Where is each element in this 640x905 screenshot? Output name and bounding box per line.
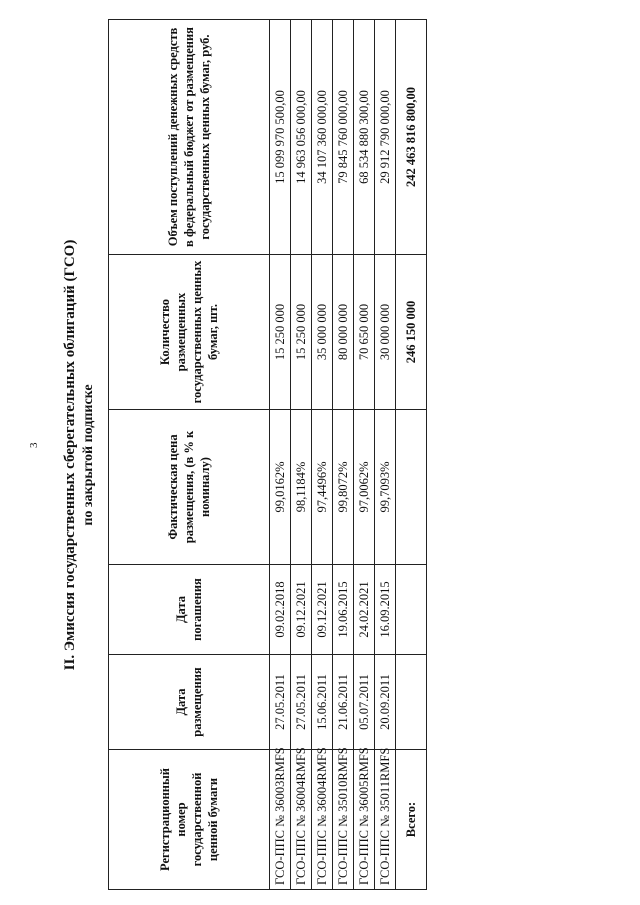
- header-placement-date: Дата размещения: [109, 655, 270, 750]
- cell-quantity: 30 000 000: [375, 255, 396, 410]
- header-budget-receipts: Объем поступлений денежных средств в федеральный бюджет от размещения государственных ценных бумаг, руб.: [109, 20, 270, 255]
- cell-placement-price: 99,8072%: [333, 410, 354, 565]
- cell-placement-date: 27.05.2011: [270, 655, 291, 750]
- total-empty-cell: [396, 655, 427, 750]
- cell-registration-number: ГСО-ППС № 35010RMFS: [333, 750, 354, 890]
- cell-registration-number: ГСО-ППС № 36004RMFS: [291, 750, 312, 890]
- header-registration-number: Регистрационный номер государственной ценной бумаги: [109, 750, 270, 890]
- cell-maturity-date: 24.02.2021: [354, 565, 375, 655]
- header-maturity-date: Дата погашения: [109, 565, 270, 655]
- cell-quantity: 15 250 000: [270, 255, 291, 410]
- total-label: Всего:: [396, 750, 427, 890]
- cell-placement-price: 98,1184%: [291, 410, 312, 565]
- table-row: [333, 20, 354, 890]
- cell-registration-number: ГСО-ППС № 35011RMFS: [375, 750, 396, 890]
- table-row: [312, 20, 333, 890]
- page-number: 3: [28, 442, 40, 448]
- total-amount: 242 463 816 800,00: [396, 20, 427, 255]
- cell-placement-date: 21.06.2011: [333, 655, 354, 750]
- cell-budget-receipts: 14 963 056 000,00: [291, 20, 312, 255]
- cell-maturity-date: 09.12.2021: [312, 565, 333, 655]
- cell-placement-date: 27.05.2011: [291, 655, 312, 750]
- cell-maturity-date: 09.02.2018: [270, 565, 291, 655]
- cell-quantity: 70 650 000: [354, 255, 375, 410]
- header-quantity: Количество размещенных государственных ценных бумаг, шт.: [109, 255, 270, 410]
- cell-quantity: 35 000 000: [312, 255, 333, 410]
- title-line-2: по закрытой подписке: [81, 384, 96, 526]
- total-quantity: 246 150 000: [396, 255, 427, 410]
- cell-placement-price: 99,0162%: [270, 410, 291, 565]
- total-empty-cell: [396, 565, 427, 655]
- header-placement-price: Фактическая цена размещения, (в % к номиналу): [109, 410, 270, 565]
- cell-budget-receipts: 15 099 970 500,00: [270, 20, 291, 255]
- cell-placement-date: 15.06.2011: [312, 655, 333, 750]
- total-empty-cell: [396, 410, 427, 565]
- section-title: [60, 20, 98, 890]
- table-row: [291, 20, 312, 890]
- landscape-content: [60, 20, 580, 890]
- cell-placement-price: 97,0062%: [354, 410, 375, 565]
- cell-placement-date: 05.07.2011: [354, 655, 375, 750]
- bond-issue-table: [108, 19, 427, 890]
- table-row: [354, 20, 375, 890]
- table-header-row: [109, 20, 270, 890]
- cell-placement-price: 99,7093%: [375, 410, 396, 565]
- cell-registration-number: ГСО-ППС № 36003RMFS: [270, 750, 291, 890]
- cell-budget-receipts: 68 534 880 300,00: [354, 20, 375, 255]
- cell-maturity-date: 09.12.2021: [291, 565, 312, 655]
- cell-quantity: 15 250 000: [291, 255, 312, 410]
- cell-budget-receipts: 79 845 760 000,00: [333, 20, 354, 255]
- cell-placement-date: 20.09.2011: [375, 655, 396, 750]
- cell-budget-receipts: 34 107 360 000,00: [312, 20, 333, 255]
- table-row: [375, 20, 396, 890]
- table-row: [270, 20, 291, 890]
- cell-registration-number: ГСО-ППС № 36004RMFS: [312, 750, 333, 890]
- cell-budget-receipts: 29 912 790 000,00: [375, 20, 396, 255]
- cell-placement-price: 97,4496%: [312, 410, 333, 565]
- cell-registration-number: ГСО-ППС № 36005RMFS: [354, 750, 375, 890]
- title-line-1: II. Эмиссия государственных сберегательных облигаций (ГСО): [62, 239, 78, 671]
- cell-maturity-date: 16.09.2015: [375, 565, 396, 655]
- cell-maturity-date: 19.06.2015: [333, 565, 354, 655]
- table-total-row: [396, 20, 427, 890]
- cell-quantity: 80 000 000: [333, 255, 354, 410]
